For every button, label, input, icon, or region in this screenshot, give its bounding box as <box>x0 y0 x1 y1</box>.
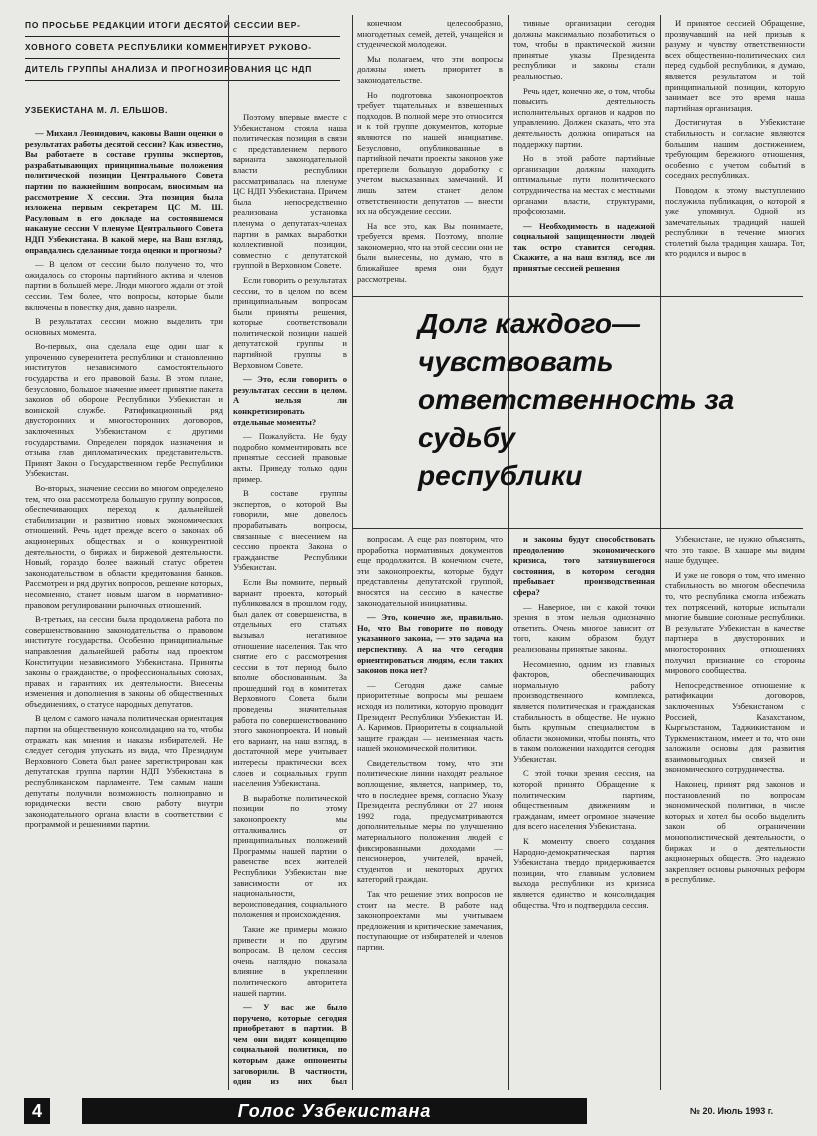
paragraph: На все это, как Вы понимаете, требуется время. Поэтому, вполне закономерно, что на этой сессии они не были вынесены, но думаю, что в ближайшее время они будут рассмотрены. <box>357 220 503 284</box>
intro-line: ПО ПРОСЬБЕ РЕДАКЦИИ ИТОГИ ДЕСЯТОЙ СЕССИИ ВЕР- <box>25 15 340 37</box>
paragraph: — Это, если говорить о результатах сессии в целом. А нельзя ли конкретизировать отдельные моменты? <box>233 374 347 427</box>
paragraph: Но в этой работе партийные организации должны находить оптимальные пути политического сотрудничества на местах с местными органами власти, структурами, профсоюзами. <box>513 153 655 217</box>
paragraph: тивные организации сегодня должны максимально позаботиться о том, чтобы в практической жизни принятые указы Президента республики и законы стали реальностью. <box>513 18 655 81</box>
paragraph: В-третьих, на сессии была продолжена работа по совершенствованию законодательства о правовом институте государства. Особенно принципиальные направления дальнейшей работы над проектом Конституции независимого Узбекистана. Приняты законы о гражданстве, о профессиональных союзах, правах и гарантиях их деятельности. Внесены изменения и дополнения в законы об общественных объединениях, о статусе народных депутатов. <box>25 614 223 709</box>
paragraph: В выработке политической позиции по этому законопроекту мы отталкивались от принципиальных положений Программы нашей партии о равенстве всех жителей Республики Узбекистан вне зависимости от их национальности, вероисповедания, социального положения и происхождения. <box>233 792 347 920</box>
column-rule <box>660 15 661 1090</box>
paragraph: и законы будут способствовать преодолению экономического кризиса, того затянувшегося состояния, в котором сегодня пребывает производственная сфера? <box>513 534 655 597</box>
paragraph: В целом с самого начала политическая ориентация партии на общественную консолидацию на то, чтобы отражать как мнения и наказы избирателей. Не следует сегодня упускать из вида, что Президиум Верховного Совета был ранее зарегистрирован как депутатская группа партии НДП Узбекистана в республиканском парламенте. Тем самым наши депутаты получили возможность полноправно и юридически вести свою работу внутри законодательного органа власти в соответствии с программой и решениями партии. <box>25 713 223 830</box>
paragraph: Так что решение этих вопросов не стоит на месте. В работе над законопроектами мы учитываем предложения и критические замечания, поступающие от избирателей и членов партии. <box>357 889 503 952</box>
paragraph: И принятое сессией Обращение, прозвучавший на ней призыв к разуму и чувству ответственности всех общественно-политических сил перед судьбой республики, я думаю, является результатом и той принципиальной позиции, которую занимает все это время наша партийная организация. <box>665 18 805 113</box>
paragraph: В результатах сессии можно выделить три основных момента. <box>25 316 223 337</box>
paragraph: — Сегодня даже самые приоритетные вопросы мы решаем исходя из политики, которую проводит Президент Республики Узбекистан И. А. Каримов. Приоритеты в социальной защите граждан — неизменная часть нашей экономической политики. <box>357 679 503 754</box>
column-5-bottom <box>665 534 805 1088</box>
paragraph: Если говорить о результатах сессии, то в целом по всем принципиальным вопросам были приняты решения, которые соответствовали политической позиции нашей депутатской группы и партийной группы в Верховном Совете. <box>233 274 347 370</box>
paragraph: Достигнутая в Узбекистане стабильность и согласие являются большим нашим достижением, требующим бережного отношения, особенно с учетом событий в соседних республиках. <box>665 117 805 181</box>
headline <box>418 305 803 495</box>
paragraph: Поводом к этому выступлению послужила публикация, о которой я уже упомянул. Одной из замечательных традиций нашей республики в течение многих столетий была традиция хашара. Тот, кто родился и вырос в <box>665 184 805 259</box>
column-4-top <box>513 18 655 293</box>
column-1 <box>25 128 223 1088</box>
paragraph: Но подготовка законопроектов требует тщательных и взвешенных подходов. В полной мере это относится и к той группе документов, которые являются по нашей инициативе. Безусловно, опубликованные в партийной печати проекты законов уже претерпели большую доработку с учетом высказанных замечаний. И лишь затем станет делом ответственности депутатов — внести их на обсуждение сессии. <box>357 89 503 217</box>
intro-line: ДИТЕЛЬ ГРУППЫ АНАЛИЗА И ПРОГНОЗИРОВАНИЯ ЦС НДП <box>25 59 340 81</box>
paragraph: — Необходимость в надежной социальной защищенности людей так остро ставится сегодня. Скажите, а на ваш взгляд, все ли принятые сессией решения <box>513 220 655 274</box>
paragraph: вопросам. А еще раз повторим, что проработка нормативных документов еще продолжится. В конечном счете, эти законопроекты, которые будут представлены депутатской группой, вносятся на сессию в качестве законодательной инициативы. <box>357 534 503 608</box>
intro-line: ХОВНОГО СОВЕТА РЕСПУБЛИКИ КОММЕНТИРУЕТ РУКОВО- <box>25 37 340 59</box>
column-4-bottom <box>513 534 655 1088</box>
paragraph: Поэтому впервые вместе с Узбекистаном стояла наша политическая позиция в связи с представлением первого варианта законодательной власти республики рассматривалась на пленуме ЦС НДП Узбекистана. Причем была непосредственно реализована установка пленума о депутатах-членах партии в рамках выработки коллективной позиции, совместно с депутатской группой в Верховном Совете. <box>233 112 347 271</box>
paragraph: Несомненно, одним из главных факторов, обеспечивающих нормальную работу производственного комплекса, является политическая и гражданская стабильность в обществе. Не нужно быть крупным специалистом в области экономики, чтобы понять, что в таком положении находится сегодня Узбекистан. <box>513 658 655 764</box>
paragraph: — Пожалуйста. Не буду подробно комментировать все принятые сессией правовые акты. Приведу только один пример. <box>233 431 347 484</box>
paragraph: Во-вторых, значение сессии во многом определено тем, что она рассмотрела большую группу вопросов, обеспечивающих переход к дальнейшей стабилизации и развитию новых экономических отношений. Речь идет прежде всего о законах об акционерных обществах и о конкурентной деятельности, о биржах и биржевой деятельности. Новый, гораздо более важный статус обретен законодательством в области кредитования банков. Рассмотрен и ряд других вопросов, решение которых, несомненно, станет новым шагом в нормативно-правовом регулировании рыночных отношений. <box>25 483 223 610</box>
paragraph: — Наверное, ни с какой точки зрения в этом нельзя однозначно ответить. Очень многое зависит от того, каким образом будут реализованы принятые законы. <box>513 601 655 654</box>
column-3-bottom <box>357 534 503 1088</box>
column-rule <box>508 15 509 1090</box>
paragraph: Узбекистане, не нужно объяснять, что это такое. В хашаре мы видим наше будущее. <box>665 534 805 566</box>
column-5-top <box>665 18 805 293</box>
page-footer <box>0 1092 817 1136</box>
column-2 <box>233 112 347 1088</box>
article-intro <box>25 15 340 81</box>
paragraph: К моменту своего создания Народно-демократическая партия Узбекистана твердо придерживается позиции, что главным условием выхода республики из кризиса является единство и консолидация общества. Что и подтвердила сессия. <box>513 836 655 910</box>
paragraph: Такие же примеры можно привести и по другим вопросам. В целом сессия очень наглядно показала влияние в укреплении политического авторитета нашей партии. <box>233 923 347 998</box>
paragraph: Если Вы помните, первый вариант проекта, который публиковался в прошлом году, был далек от совершенства, в отдельных его статьях вызывал негативное отношение населения. Так что снятие его с рассмотрения сессии в тот период было вполне обоснованным. За прошедший год в комитетах Верховного Совета были проведены значительная работа по совершенствованию этого законопроекта. И новый его вариант, на наш взгляд, в достаточной мере учитывает интересы практически всех слоев и социальных групп населения Узбекистана. <box>233 576 347 789</box>
author-name: УЗБЕКИСТАНА М. Л. ЕЛЬШОВ. <box>25 105 168 115</box>
paragraph: Во-первых, она сделала еще один шаг к упрочению суверенитета республики и становлению институтов независимого самостоятельного государства и его правовой базы. В этом плане, безусловно, большое значение имеет принятие пакета законов об обороне Республики Узбекистан и воинской службе. Ратификационный ряд двусторонних и многосторонних договоров, заключенных Узбекистаном с другими государствами. Определен порядок назначения и отзыва глав дипломатических представительств. Принят Закон о Государственном гербе Республики Узбекистан. <box>25 341 223 479</box>
paragraph: Свидетельством тому, что эти политические линии находят реальное воплощение, является, например, то, что в последнее время, согласно Указу Президента республики от 27 июня 1992 года, предусматриваются дополнительные меры по улучшению материального положения людей с фиксированными доходами — пенсионеров, учителей, врачей, студентов и некоторых других категорий граждан. <box>357 757 503 885</box>
paragraph: — В целом от сессии было получено то, что ожидалось со стороны партийного актива и членов партии в большей мере. Люди многого ждали от этой сессии. Тем более, что вопросы, которые были включены в повестку дня, давно назрели. <box>25 259 223 312</box>
paragraph: конечном целесообразно, многодетных семей, детей, учащейся и студенческой молодежи. <box>357 18 503 50</box>
paragraph: В составе группы экспертов, о которой Вы говорили, мне довелось прорабатывать вопросы, связанные с внесением на сессию проекта Закона о гражданстве Республики Узбекистан. <box>233 488 347 573</box>
paragraph: Речь идет, конечно же, о том, чтобы повысить деятельность исполнительных органов и кадров по управлению. Должен сказать, что эта деятельность должна опираться на поддержку партии. <box>513 85 655 149</box>
headline-line: Долг каждого—чувствовать <box>418 308 640 377</box>
paragraph: С этой точки зрения сессия, на которой принято Обращение к политическим партиям, общественным движениям и гражданам, имеет огромное значение для всего населения Узбекистана. <box>513 768 655 832</box>
column-rule <box>228 15 229 1090</box>
paragraph: Непосредственное отношение к ратификации договоров, заключенных Узбекистаном с Россией, Казахстаном, Кыргызстаном, Таджикистаном и Туркменистаном, имеет и то, что они заложили основы для развития взаимовыгодных связей и экономического сотрудничества. <box>665 679 805 775</box>
headline-rule <box>353 528 803 529</box>
page-number: 4 <box>24 1098 50 1124</box>
paragraph: — Михаил Леонидович, каковы Ваши оценки о результатах работы десятой сессии? Как известно, Вы работаете в составе группы экспертов, разрабатывающих принципиальные положения политической позиции Центрального Совета партии по важнейшим вопросам, вносимым на рассмотрение X сессии. Эта позиция была изложена первым секретарем ЦС М. Ш. Расуловым в его докладе на состоявшемся накануне сессии V пленуме Центрального Совета НДП Узбекистана. В какой мере, на Ваш взгляд, оправдались сделанные тогда оценки и прогнозы? <box>25 128 223 255</box>
newspaper-title: Голос Узбекистана <box>82 1098 587 1124</box>
paragraph: И уже не говоря о том, что именно стабильность во многом обеспечила то, что республика смогла избежать тех потрясений, которые испытали многие бывшие союзные республики. В результате Узбекистан в качестве партнера в двусторонних и многосторонних отношениях получил признание со стороны мирового сообщества. <box>665 569 805 676</box>
paragraph: — Это, конечно же, правильно. Но, что Вы говорите по поводу указанного закона, — это задача на перспективу. А на что сегодня ориентироваться людям, если таких законов пока нет? <box>357 612 503 676</box>
paragraph: — У вас же было поручено, которые сегодня приобретают в партии. В чем они видят концепцию социальной политики, по которым даже оппоненты заговорили. В частности, один из них был <box>233 1002 347 1087</box>
paragraph: Мы полагаем, что эти вопросы должны иметь приоритет в законодательстве. <box>357 53 503 85</box>
headline-line: республики <box>418 460 583 491</box>
headline-rule <box>353 296 803 297</box>
column-3-top <box>357 18 503 293</box>
column-rule <box>352 15 353 1090</box>
issue-info: № 20. Июль 1993 г. <box>690 1106 774 1116</box>
headline-line: ответственность за судьбу <box>418 384 735 453</box>
paragraph: Наконец, принят ряд законов и постановлений по вопросам экономической политики, в числе которых и хотел бы особо выделить закон об ограничении монополистической деятельности, о биржах и о деятельности акционерных обществ. Это надежно закрепляет основы рыночных реформ в республике. <box>665 779 805 885</box>
